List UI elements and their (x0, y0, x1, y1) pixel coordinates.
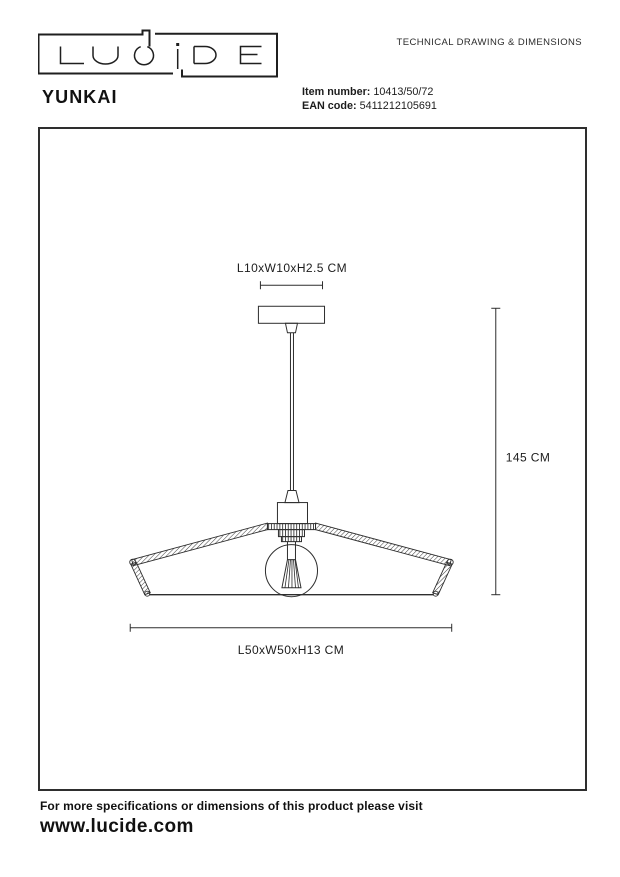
pendant-lamp-drawing (40, 129, 585, 789)
shade-dimension-line (130, 624, 451, 632)
suspension-cable (290, 333, 293, 491)
height-dimension-line (491, 308, 500, 594)
ean-code-label: EAN code: (302, 99, 357, 112)
canopy-dimension-line (260, 281, 322, 289)
document-title: TECHNICAL DRAWING & DIMENSIONS (396, 37, 582, 48)
canopy-dimension-label: L10xW10xH2.5 CM (236, 261, 348, 276)
ceiling-canopy (258, 306, 324, 333)
lucide-logo (38, 29, 278, 79)
item-number-label: Item number: (302, 86, 371, 98)
footer-website: www.lucide.com (40, 816, 194, 837)
footer (40, 799, 423, 838)
logo-letters (61, 43, 262, 69)
product-name: YUNKAI (42, 87, 118, 107)
technical-drawing-frame (38, 127, 587, 791)
ean-code-value: 5411212105691 (359, 99, 437, 112)
light-bulb (265, 542, 317, 597)
item-number-value: 10413/50/72 (373, 86, 434, 98)
lamp-socket (267, 491, 315, 542)
product-info (302, 86, 437, 113)
ean-row (302, 100, 437, 114)
item-number-row (302, 86, 437, 100)
height-dimension-label: 145 CM (505, 450, 551, 465)
shade-dimension-label: L50xW50xH13 CM (237, 642, 345, 657)
footer-note: For more specifications or dimensions of this product please visit (40, 799, 423, 813)
